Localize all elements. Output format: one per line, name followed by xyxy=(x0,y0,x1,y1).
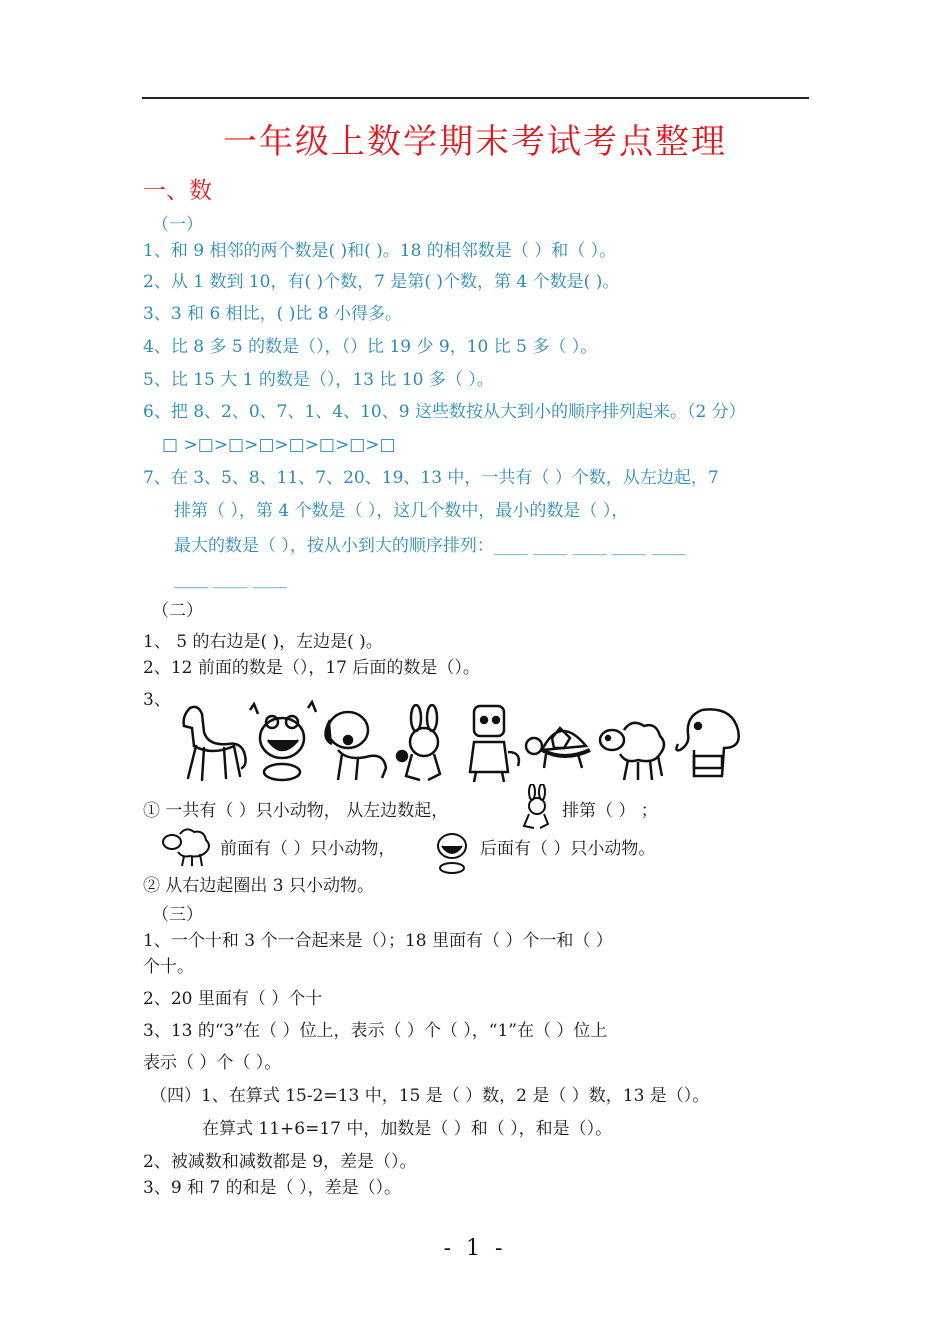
animal-row xyxy=(168,700,748,790)
question-3-1-line2: 个十。 xyxy=(143,957,194,977)
section-heading: 一、数 xyxy=(143,178,212,204)
question-4-2: 2、被减数和减数都是 9，差是（）。 xyxy=(143,1152,417,1172)
question-2-3-sub2-after: 后面有（ ）只小动物。 xyxy=(480,839,656,859)
question-2-3: 3、 xyxy=(143,690,171,710)
bunny-icon xyxy=(516,784,556,830)
question-1-4: 4、比 8 多 5 的数是（），（）比 19 少 9，10 比 5 多（ ）。 xyxy=(143,337,598,357)
part3-label: （三） xyxy=(152,905,203,925)
question-2-1: 1、 5 的右边是( )，左边是( )。 xyxy=(143,632,383,652)
question-1-6: 6、把 8、2、0、7、1、4、10、9 这些数按从大到小的顺序排列起来。（2 分） xyxy=(143,402,746,422)
turtle-icon xyxy=(524,710,598,784)
question-1-3: 3、3 和 6 相比，( )比 8 小得多。 xyxy=(143,304,402,324)
part1-label: （一） xyxy=(152,215,203,235)
question-3-3: 3、13 的“3”在（ ）位上，表示（ ）个（ ），“1”在（ ）位上 xyxy=(143,1021,608,1041)
question-4-3: 3、9 和 7 的和是（ ），差是（）。 xyxy=(143,1178,402,1198)
question-1-7-line4: ____ ____ ____ xyxy=(174,569,287,589)
question-1-7: 7、在 3、5、8、11、7、20、19、13 中，一共有（ ）个数，从左边起，7 xyxy=(143,468,719,488)
question-1-7-line3: 最大的数是（ ），按从小到大的顺序排列：____ ____ ____ ____ ____ xyxy=(174,536,686,556)
question-1-5: 5、比 15 大 1 的数是（），13 比 10 多（ ）。 xyxy=(143,370,494,390)
question-2-3-sub3: ② 从右边起圈出 3 只小动物。 xyxy=(143,876,375,896)
page-title: 一年级上数学期末考试考点整理 xyxy=(223,122,727,162)
bunny-icon xyxy=(394,704,456,784)
question-2-2: 2、12 前面的数是（），17 后面的数是（）。 xyxy=(143,658,480,678)
page-number: - 1 - xyxy=(443,1236,507,1261)
question-2-3-sub1: ① 一共有（ ）只小动物， 从左边数起， xyxy=(143,801,449,821)
question-1-2: 2、从 1 数到 10，有( )个数，7 是第( )个数，第 4 个数是( )。 xyxy=(143,272,620,292)
question-3-1: 1、一个十和 3 个一合起来是（）；18 里面有（ ）个一和（ ） xyxy=(143,931,613,951)
singing-frog-icon xyxy=(430,824,476,876)
question-2-3-sub1-rank: 排第（ ） ； xyxy=(562,801,658,821)
question-4-1: （四）1、在算式 15-2=13 中，15 是（ ）数，2 是（ ）数，13 是（）。 xyxy=(150,1086,710,1106)
question-3-3-line2: 表示（ ）个（ ）。 xyxy=(143,1053,282,1073)
monkey-icon xyxy=(458,702,524,784)
question-4-1-line2: 在算式 11+6=17 中，加数是（ ）和（ ），和是（）。 xyxy=(202,1119,613,1139)
sheep-icon xyxy=(598,710,670,784)
question-3-2: 2、20 里面有（ ）个十 xyxy=(143,989,323,1009)
ordering-boxes: □ >□>□>□>□>□>□>□ xyxy=(162,435,396,455)
elephant-icon xyxy=(672,704,746,784)
part2-label: （二） xyxy=(152,601,203,621)
question-1-1: 1、和 9 相邻的两个数是( )和( )。18 的相邻数是（ ）和（ ）。 xyxy=(143,241,617,261)
question-2-3-sub2: 前面有（ ）只小动物， xyxy=(220,839,396,859)
singing-frog-icon xyxy=(246,700,322,784)
puppy-icon xyxy=(318,704,392,784)
header-rule xyxy=(142,97,809,99)
sheep-icon xyxy=(160,822,216,868)
question-1-7-line2: 排第（ ），第 4 个数是（ ），这几个数中，最小的数是（ ）， xyxy=(174,501,629,521)
horse-icon xyxy=(168,702,248,784)
